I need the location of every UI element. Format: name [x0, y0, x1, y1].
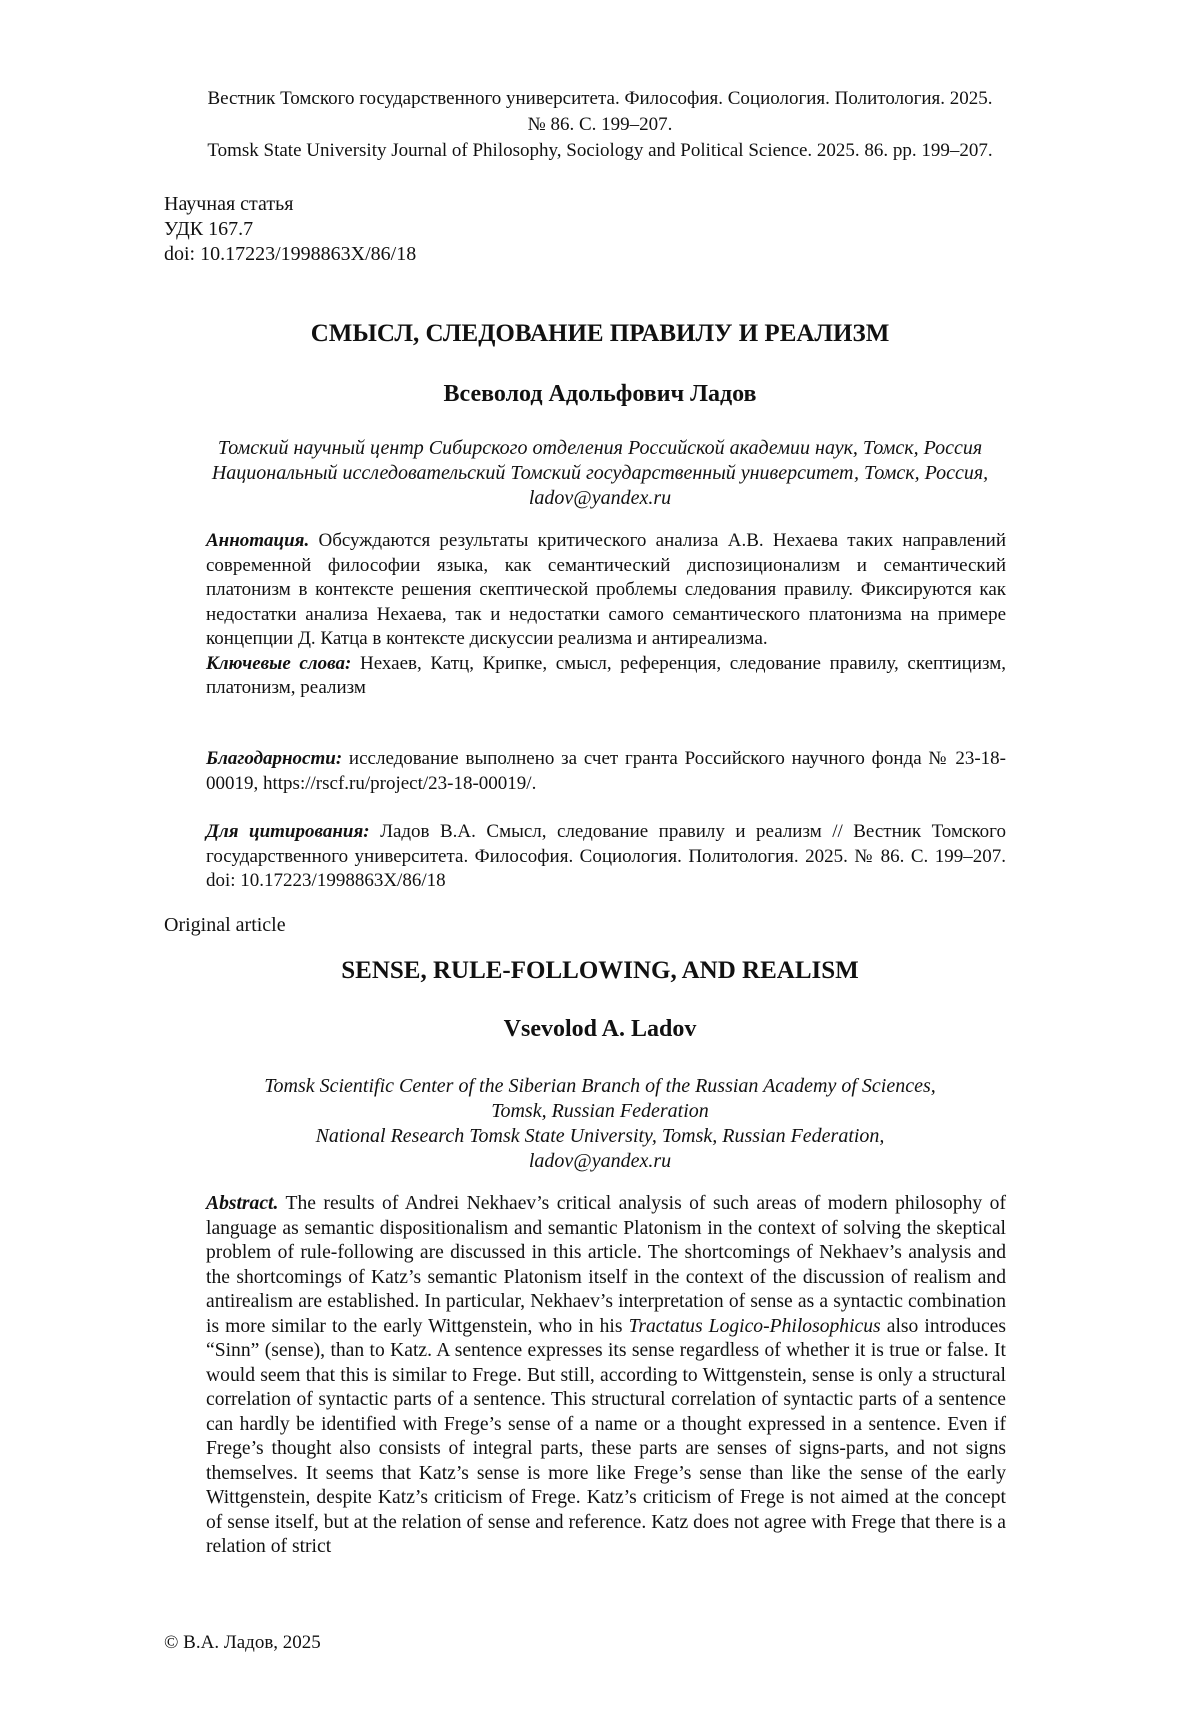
abstract-ru-text: Обсуждаются результаты критического анализа А.В. Нехаева таких направлений современной философии языка, как семантический диспозиционализм и семантический платонизм в контексте решения скептической проблемы следования правилу. Фиксируются как недостатки анализа Нехаева, так и недостатки самого семантического платонизма на примере концепции Д. Катца в контексте дискуссии реализма и антиреализма. [206, 530, 1006, 649]
abstract-en-text-2: also introduces “Sinn” (sense), than to Katz. A sentence expresses its sense regardless of whether it is true or false. It would seem that this is similar to Frege. But still, according to Wittgenstein, sense is only a structural correlation of syntactic parts of a sentence. This structural correlation of syntactic parts of a sentence can hardly be identified with Frege’s sense of a name or a thought expressed in a sentence. Even if Frege’s thought also consists of integral parts, these parts are senses of signs-parts, and not signs themselves. It seems that Katz’s sense is more like Frege’s sense than like the sense of the early Wittgenstein, despite Katz’s criticism of Frege. Katz’s criticism of Frege is not aimed at the concept of sense itself, but at the relation of sense and reference. Katz does not agree with Frege that there is a relation of strict [206, 1315, 1007, 1557]
ack-label: Благодарности: [206, 748, 343, 769]
citation-text: Ладов В.А. Смысл, следование правилу и реализм // Вестник Томского государственного университета. Философия. Социология. Политология. 2025. № 86. С. 199–207. doi: 10.17223/1998863X/86/18 [206, 821, 1006, 891]
abstract-ru-label: Аннотация. [206, 530, 310, 551]
abstract-ru [206, 529, 1006, 701]
article-type-en: Original article [164, 914, 286, 936]
title-en: SENSE, RULE-FOLLOWING, AND REALISM [341, 957, 859, 984]
affiliation-en-3: National Research Tomsk State University, Tomsk, Russian Federation, [315, 1125, 885, 1147]
title-ru: СМЫСЛ, СЛЕДОВАНИЕ ПРАВИЛУ И РЕАЛИЗМ [310, 320, 890, 347]
header-line-en: Tomsk State University Journal of Philosophy, Sociology and Political Science. 2025. 86. pp. 199–207. [207, 140, 993, 161]
keywords-ru-label: Ключевые слова: [206, 652, 352, 674]
header-line-ru: Вестник Томского государственного университета. Философия. Социология. Политология. 2025. [207, 88, 993, 109]
email-en: ladov@yandex.ru [528, 1150, 672, 1172]
affiliation-ru [130, 436, 1070, 511]
acknowledgements [206, 747, 1006, 796]
abstract-en [206, 1192, 1006, 1560]
author-en: Vsevolod A. Ladov [503, 1016, 697, 1042]
abstract-en-text-1: The results of Andrei Nekhaev’s critical analysis of such areas of modern philosophy of language as semantic dispositionalism and semantic Platonism in the context of solving the skeptical problem of rule-following are discussed in this article. The shortcomings of Nekhaev’s analysis and the shortcomings of Katz’s semantic Platonism itself in the context of the discussion of realism and antirealism are established. In particular, Nekhaev’s interpretation of sense as a syntactic combination is more similar to the early Wittgenstein, who in his [206, 1193, 1006, 1337]
affiliation-en [130, 1074, 1070, 1174]
abstract-en-italic: Tractatus Logico-Philosophicus [628, 1315, 881, 1337]
article-meta [164, 192, 416, 267]
journal-header [120, 86, 1080, 164]
email-ru: ladov@yandex.ru [528, 487, 672, 509]
abstract-en-label: Abstract. [206, 1193, 279, 1214]
author-ru: Всеволод Адольфович Ладов [443, 381, 757, 407]
keywords-ru-text: Нехаев, Катц, Крипке, смысл, референция, следование правилу, скептицизм, платонизм, реализм [206, 652, 1006, 698]
citation-label: Для цитирования: [206, 821, 370, 842]
citation [206, 820, 1006, 894]
affiliation-ru-2: Национальный исследовательский Томский государственный университет, Томск, Россия, [211, 462, 989, 484]
udc-code: УДК 167.7 [164, 218, 254, 240]
affiliation-ru-1: Томский научный центр Сибирского отделения Российской академии наук, Томск, Россия [217, 437, 983, 459]
article-type-ru: Научная статья [164, 193, 294, 215]
ack-text: исследование выполнено за счет гранта Российского научного фонда № 23-18-00019, https://rscf.ru/project/23-18-00019/. [206, 748, 1006, 794]
affiliation-en-2: Tomsk, Russian Federation [491, 1100, 709, 1122]
affiliation-en-1: Tomsk Scientific Center of the Siberian Branch of the Russian Academy of Sciences, [264, 1075, 936, 1097]
header-issue: № 86. С. 199–207. [527, 114, 673, 135]
doi: doi: 10.17223/1998863X/86/18 [164, 243, 417, 265]
copyright: © В.А. Ладов, 2025 [164, 1632, 321, 1653]
